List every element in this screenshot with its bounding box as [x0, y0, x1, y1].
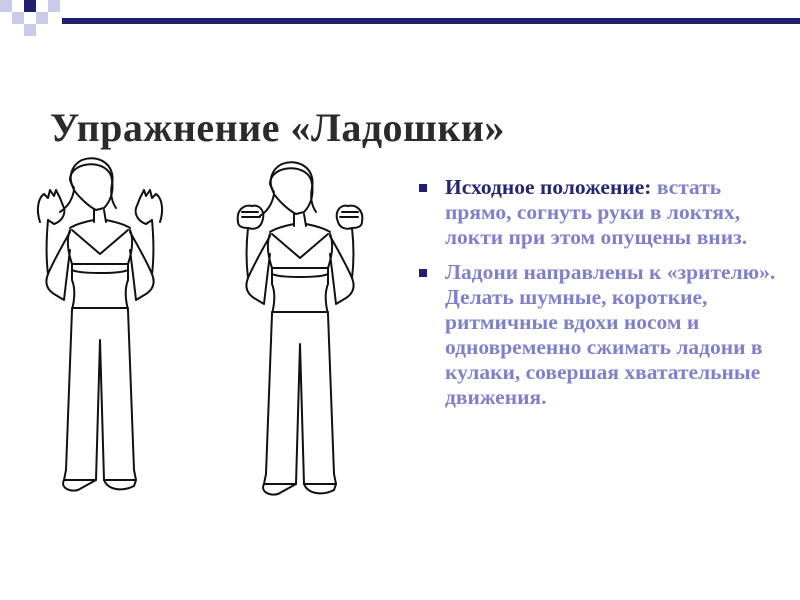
bullet-square-icon — [419, 269, 427, 277]
bullet-list — [410, 175, 785, 420]
header-decoration — [0, 0, 800, 40]
two-women-illustration — [20, 150, 400, 590]
bullet-item — [410, 260, 785, 410]
slide-title: Упражнение «Ладошки» — [50, 105, 505, 150]
bullet-item — [410, 175, 785, 250]
bullet-square-icon — [419, 184, 427, 192]
bullet-text — [445, 260, 785, 410]
bullet-text — [445, 175, 785, 250]
bullet-body: встать прямо, согнуть руки в локтях, локти при этом опущены вниз. — [445, 175, 748, 249]
bullet-lead: Исходное положение: — [445, 175, 652, 199]
figure-right — [238, 162, 363, 494]
bullet-body: Ладони направлены к «зрителю». Делать шумные, короткие, ритмичные вдохи носом и одновременно сжимать ладони в кулаки, совершая хватательные движения. — [445, 260, 776, 409]
figure-left — [38, 158, 162, 490]
